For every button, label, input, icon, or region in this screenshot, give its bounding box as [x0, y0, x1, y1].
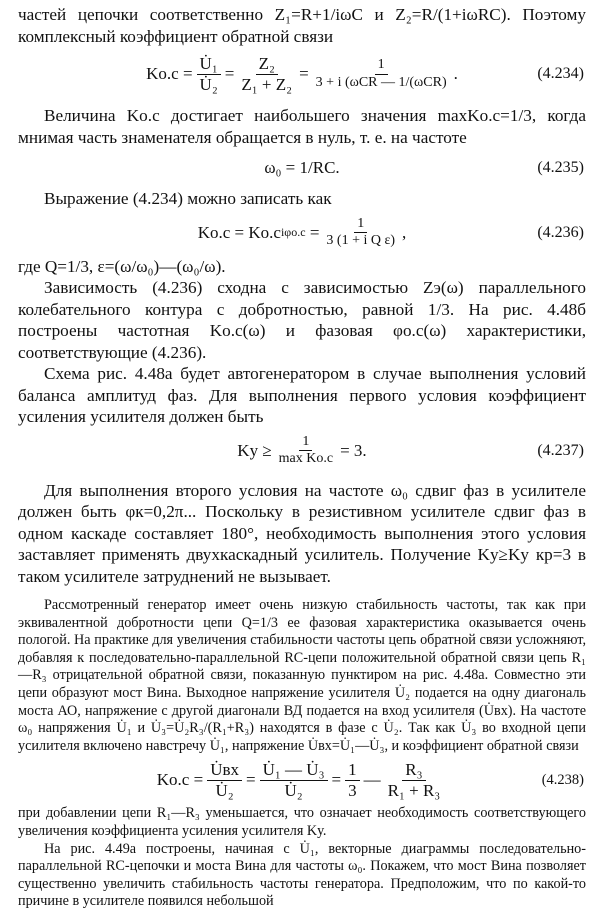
- denominator: 3: [348, 780, 357, 800]
- denominator: max Kо.с: [278, 451, 334, 466]
- equation-number: (4.238): [541, 771, 584, 788]
- paragraph: Рассмотренный генератор имеет очень низкую стабильность частоты, так как при эквивалентной добротности цепи Q=1/3 ее фазовая характеристика оказывается очень пологой. На практике для увеличения стабильности частоты цепь обратной связи усложняют, добавляя к последовательно-параллельной RC-цепи положительной обратной связи цепь R₁—R₃ отрицательной обратной связи, показанную пунктиром на рис. 4.48а. Совместно эти цепи образуют мост Вина. Выходное напряжение усилителя U̇₂ подается на одну диагональ моста АО, напряжение с другой диагонали ВД подается на вход усилителя (U̇вх). На частоте ω₀ напряжения U̇₁ и U̇₃=U̇₂R₃/(R₁+R₃) находятся в фазе с U̇₂. Так как U̇₃ во входной цепи усилителя включено навстречу U̇₁, напряжение U̇вх=U̇₁—U̇₃, и коэффициент обратной связи: [18, 597, 586, 754]
- equation-number: (4.237): [537, 441, 584, 459]
- fraction: [385, 760, 444, 800]
- numerator: U̇вх: [207, 760, 242, 781]
- equation-rhs: = 3.: [340, 440, 367, 460]
- paragraph: при добавлении цепи R₁—R₃ уменьшается, что означает необходимость соответствующего увеличения коэффициента усиления усилителя Kу.: [18, 805, 586, 839]
- numerator: R₃: [402, 760, 425, 781]
- equation-4-237: [18, 428, 586, 474]
- equation-lhs: Kо.с =: [156, 770, 204, 790]
- denominator: U̇₂: [199, 74, 218, 94]
- exponent: iφо.с: [280, 225, 306, 239]
- equation-number: (4.236): [537, 223, 584, 241]
- equation-body: ω₀ = 1/RC.: [264, 158, 340, 177]
- numerator: U̇₁: [197, 54, 221, 75]
- fraction: [323, 216, 398, 249]
- paragraph: Величина Kо.с достигает наибольшего значения maxKо.с=1/3, когда мнимая часть знаменателя обращается в нуль, т. е. на частоте: [18, 106, 586, 147]
- minus-sign: —: [363, 770, 381, 790]
- paragraph: частей цепочки соответственно Z₁=R+1/iωC и Z₂=R/(1+iωRC). Поэтому комплексный коэффициент обратной связи: [18, 5, 586, 46]
- denominator: U̇₂: [284, 780, 303, 800]
- numerator: 1: [345, 760, 360, 781]
- paragraph: где Q=1/3, ε=(ω/ω₀)—(ω₀/ω).: [18, 256, 226, 276]
- fraction: [238, 54, 295, 94]
- paragraph: Схема рис. 4.48а будет автогенератором в случае выполнения условий баланса амплитуд фаз. Для выполнения первого условия коэффициент усиления усилителя должен быть: [18, 364, 586, 426]
- numerator: 1: [375, 57, 388, 74]
- equation-lhs: Kо.с = Kо.с: [197, 222, 281, 242]
- numerator: 1: [354, 216, 367, 233]
- equation-number: (4.234): [537, 65, 584, 82]
- equation-lhs: Kо.с =: [146, 64, 193, 83]
- equation-4-234: Kо.с = $\frac{\text{U̇₁}}{\text{U̇₂}}$ = $\frac{\text{Z₂}}{\text{Z₁ + Z₂}}$ = 1 3 + i (ωCR — 1/(ωCR) . (4.234): [146, 53, 584, 94]
- denominator: 3 + i (ωCR — 1/(ωCR): [315, 74, 447, 90]
- denominator: R₁ + R₃: [387, 780, 441, 800]
- fraction: [260, 760, 328, 800]
- equation-4-235: [18, 148, 586, 188]
- fraction: [313, 57, 450, 90]
- paragraph: Выражение (4.234) можно записать как: [44, 189, 332, 208]
- paragraph: Для выполнения второго условия на частоте ω₀ сдвиг фаз в усилителе должен быть φк=0,2π... Поскольку в резистивном усилителе сдвиг фаз в одном каскаде составляет 180°, необходимость выполнения этого условия заставляет применять двухкаскадный усилитель. Получение Kу≥Kу кр=3 в таком усилителе затруднений не вызывает.: [18, 480, 586, 586]
- fraction: [207, 760, 242, 800]
- equation-4-236: Kо.с = Kо.с iφо.с = $\frac{1}{\text{3 (1 + i Q ε)}}$ , (4.236): [197, 215, 584, 248]
- denominator: Z₁ + Z₂: [241, 74, 293, 94]
- paragraph: Зависимость (4.236) сходна с зависимостью Zэ(ω) параллельного колебательного контура с добротностью, равной 1/3. На рис. 4.48б построены частотная Kо.с(ω) и фазовая φо.с(ω) характеристики, соответствующие (4.236).: [18, 278, 586, 362]
- fraction: [345, 760, 360, 800]
- equation-number: (4.235): [537, 159, 584, 176]
- paragraph: На рис. 4.49а построены, начиная с U̇₁, векторные диаграммы последовательно-параллельной RC-цепочки и моста Вина для частоты ω₀. Покажем, что мост Вина позволяет существенно увеличить стабильность частоты генератора. Предположим, что по какой-то причине в усилителе появился небольшой: [18, 840, 586, 910]
- denominator: U̇₂: [215, 780, 234, 800]
- numerator: U̇₁ — U̇₃: [260, 760, 328, 781]
- fraction: [197, 54, 221, 94]
- denominator: 3 (1 + i Q ε): [326, 233, 396, 248]
- equation-4-238: Kо.с = U̇вх U̇₂ = $\frac{\text{U̇₁ — U̇₃}}{\text{U̇₂}}$ = $\frac{1}{3}$ — $\frac{\text{R₃}}{\text{R₁ + R₃}}$ (4.238): [156, 760, 584, 800]
- fraction: [276, 434, 336, 467]
- numerator: 1: [299, 434, 312, 451]
- equation-lhs: Kу ≥: [237, 440, 272, 460]
- numerator: Z₂: [256, 54, 278, 75]
